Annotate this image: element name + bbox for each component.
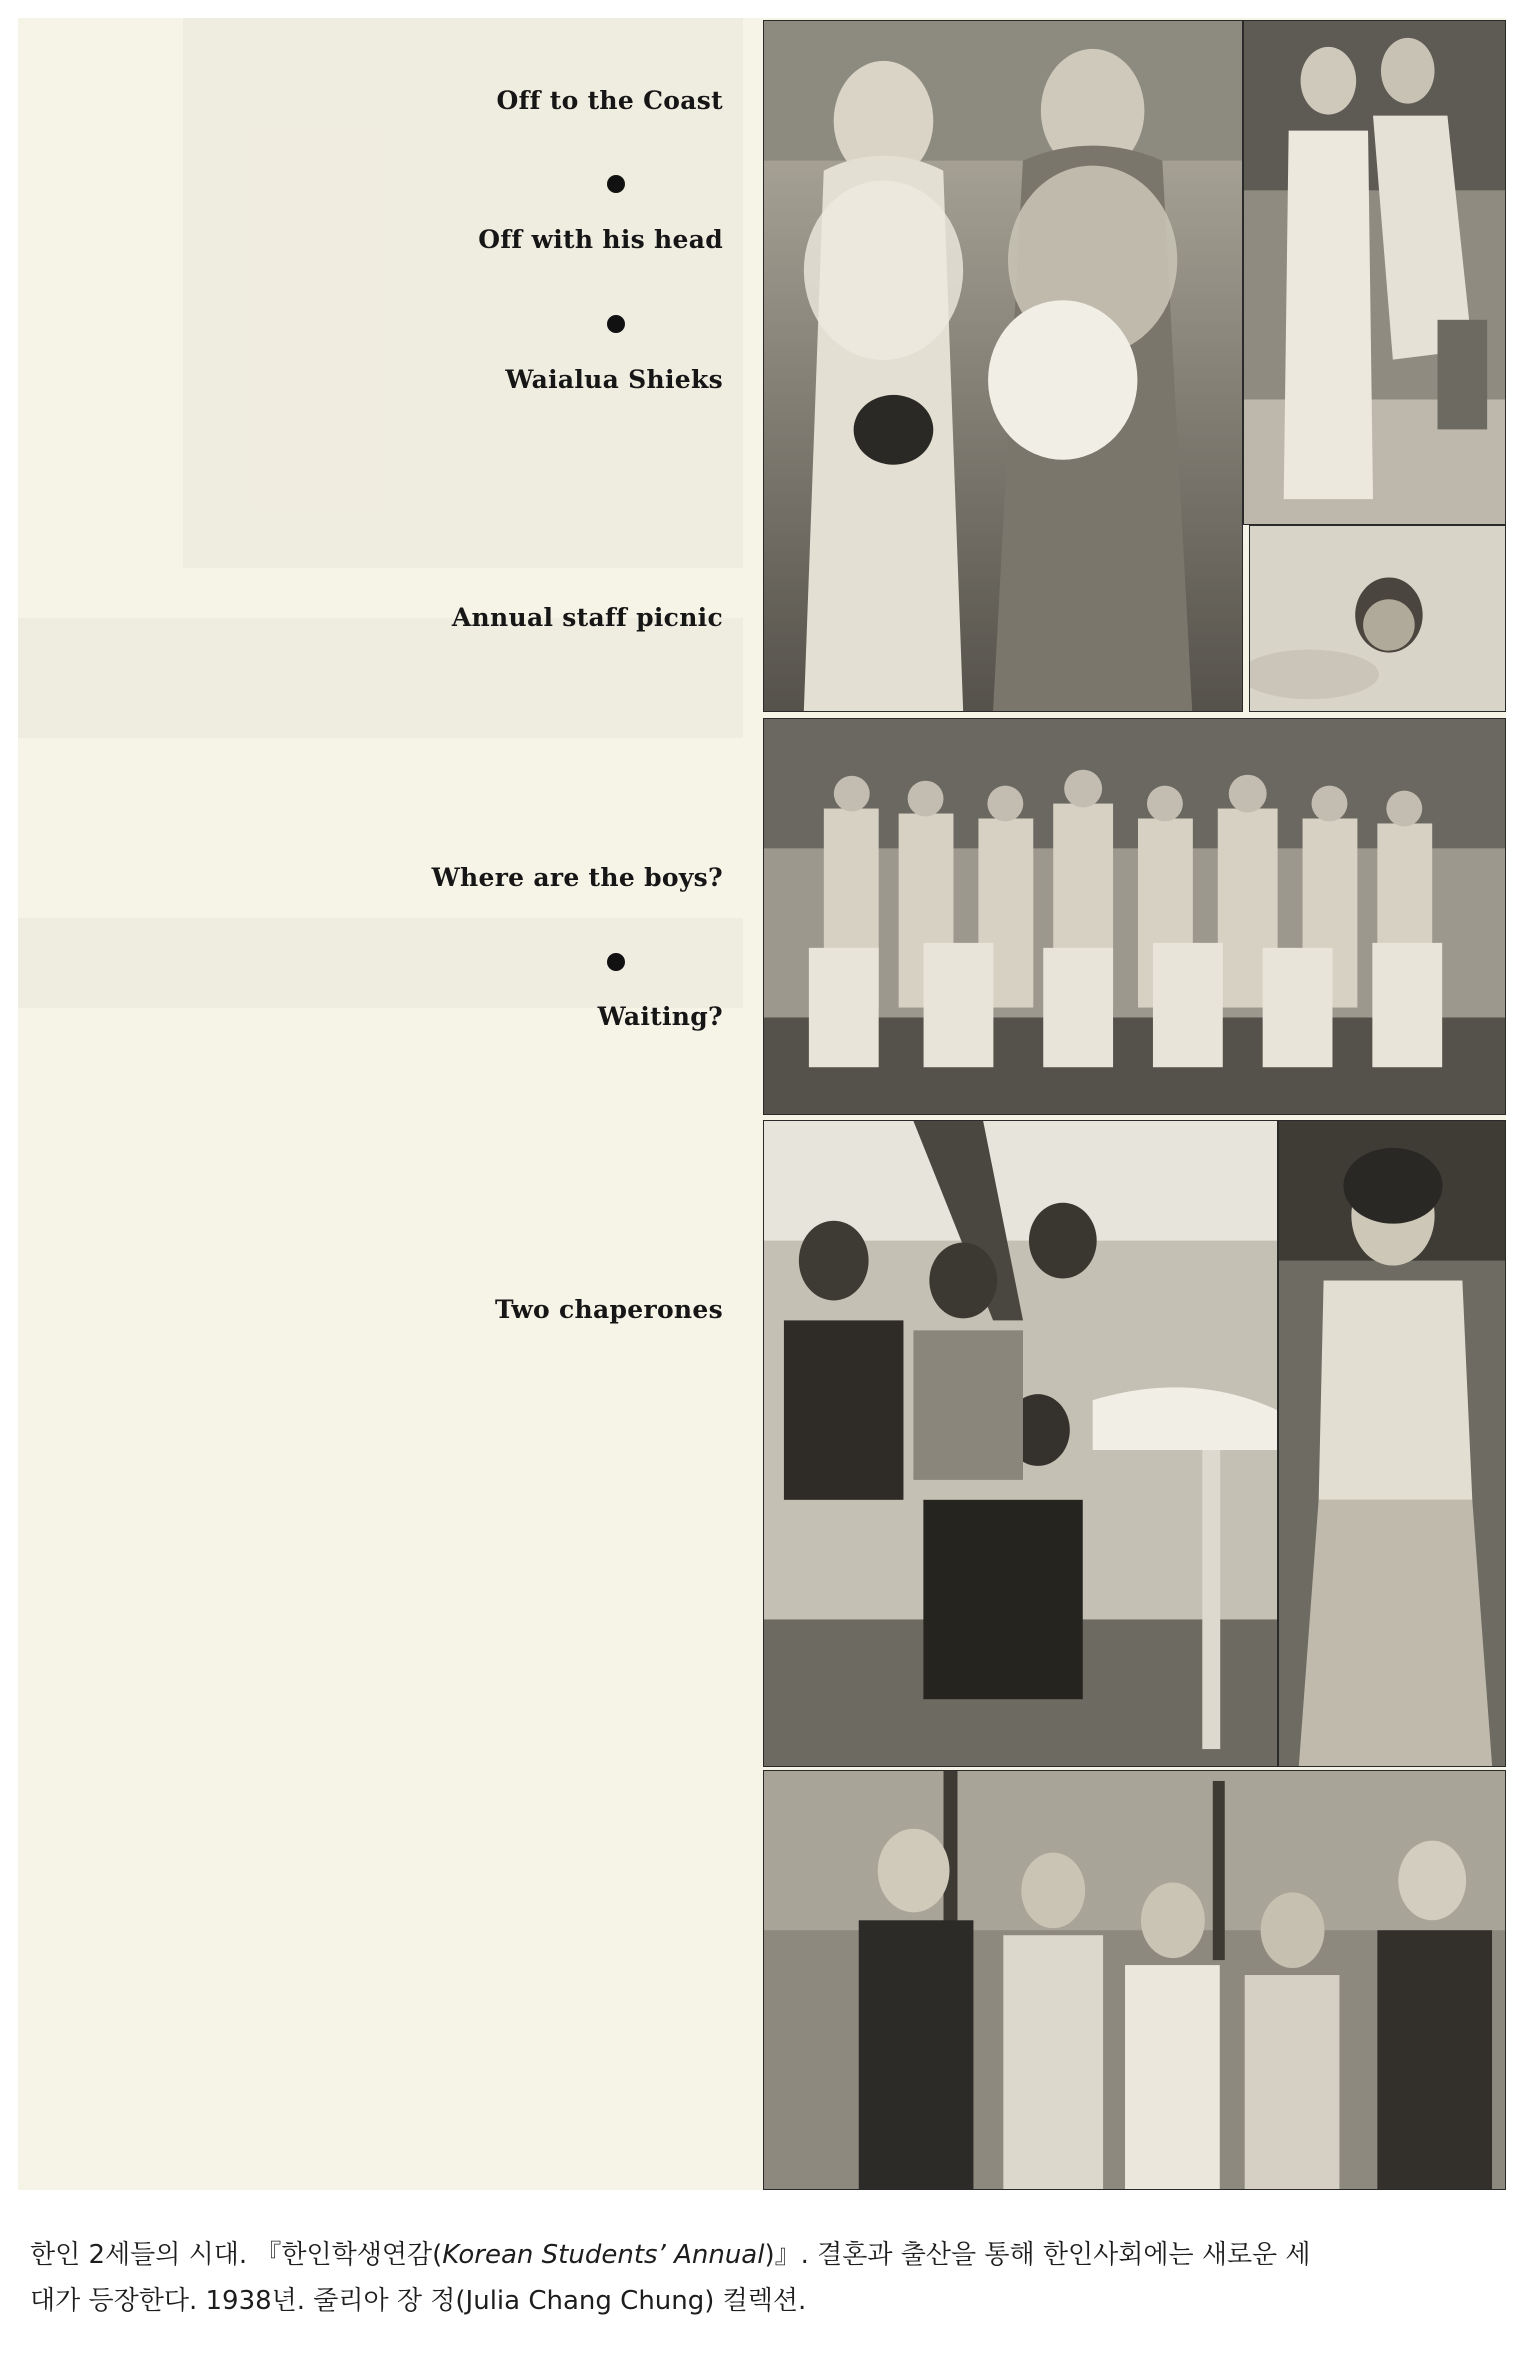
bullet-dot: [607, 315, 625, 333]
photo-girls-at-table: [763, 1120, 1278, 1767]
caption-two-chaperones: Two chaperones: [495, 1295, 723, 1324]
caption-off-with-his-head: Off with his head: [478, 225, 723, 254]
figure-caption-line-2: 대가 등장한다. 1938년. 줄리아 장 정(Julia Chang Chung) 컬렉션.: [30, 2286, 807, 2316]
bullet-dot: [607, 175, 625, 193]
photo-two-young-men: [1243, 20, 1506, 525]
photo-two-women-with-leis: [763, 20, 1243, 712]
caption-waialua-shieks: Waialua Shieks: [505, 365, 723, 394]
caption-off-to-the-coast: Off to the Coast: [496, 86, 723, 115]
caption-title-italic: Korean Students’ Annual: [442, 2240, 765, 2270]
caption-annual-staff-picnic: Annual staff picnic: [451, 603, 723, 632]
photo-head-in-sand: [1249, 525, 1506, 712]
caption-waiting: Waiting?: [597, 1002, 723, 1031]
bullet-dot: [607, 953, 625, 971]
caption-prefix: 한인 2세들의 시대. 『한인학생연감(: [30, 2240, 443, 2270]
figure-caption: [30, 2232, 1500, 2324]
photo-staff-group: [763, 718, 1506, 1115]
caption-where-are-the-boys: Where are the boys?: [431, 863, 723, 892]
photo-woman-standing: [1278, 1120, 1506, 1767]
figure-caption-line-1: [30, 2232, 1500, 2278]
caption-column: [18, 18, 723, 2190]
photo-chaperones-group: [763, 1770, 1506, 2190]
caption-line1-rest: )』. 결혼과 출산을 통해 한인사회에는 새로운 세: [764, 2240, 1311, 2270]
